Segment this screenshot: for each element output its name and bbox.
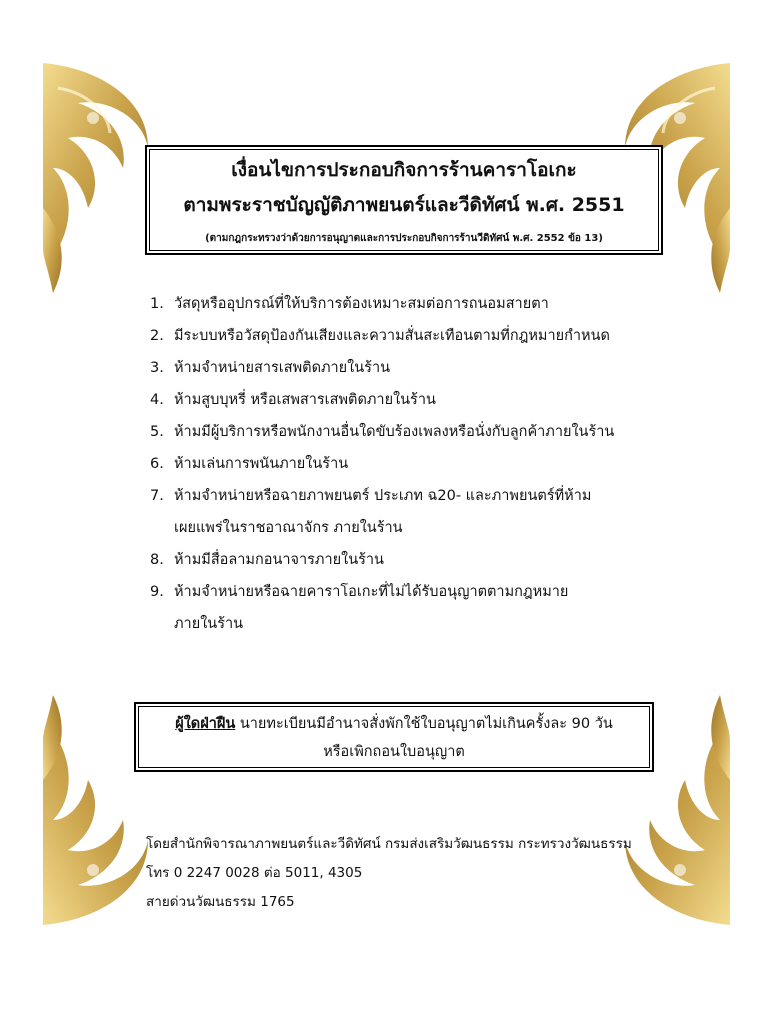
list-item: 3. ห้ามจำหน่ายสารเสพติดภายในร้าน xyxy=(150,360,391,376)
rules-list xyxy=(150,288,670,640)
list-item: 1. วัสดุหรืออุปกรณ์ที่ให้บริการต้องเหมาะสมต่อการถนอมสายตา xyxy=(150,296,549,312)
penalty-line-2: หรือเพิกถอนใบอนุญาต xyxy=(323,744,465,760)
title-box xyxy=(145,145,663,255)
footer-agency: โดยสำนักพิจารณาภาพยนตร์และวีดิทัศน์ กรมส่งเสริมวัฒนธรรม กระทรวงวัฒนธรรม xyxy=(146,836,632,852)
regulation-reference: (ตามกฎกระทรวงว่าด้วยการอนุญาตและการประกอบกิจการร้านวีดิทัศน์ พ.ศ. 2552 ข้อ 13) xyxy=(205,233,603,244)
footer-hotline: สายด่วนวัฒนธรรม 1765 xyxy=(146,894,295,910)
list-item: 5. ห้ามมีผู้บริการหรือพนักงานอื่นใดขับร้องเพลงหรือนั่งกับลูกค้าภายในร้าน xyxy=(150,424,615,440)
gold-ornament-top-left xyxy=(38,58,158,298)
list-item: 9. ห้ามจำหน่ายหรือฉายคาราโอเกะที่ไม่ได้รับอนุญาตตามกฎหมาย ภายในร้าน xyxy=(150,576,670,640)
list-item-continuation: เผยแพร่ในราชอาณาจักร ภายในร้าน xyxy=(174,520,403,536)
list-item-continuation: ภายในร้าน xyxy=(174,616,244,632)
list-item: 6. ห้ามเล่นการพนันภายในร้าน xyxy=(150,456,349,472)
footer-phone: โทร 0 2247 0028 ต่อ 5011, 4305 xyxy=(146,865,363,881)
list-item: 8. ห้ามมีสื่อลามกอนาจารภายในร้าน xyxy=(150,552,384,568)
page-title: เงื่อนไขการประกอบกิจการร้านคาราโอเกะ xyxy=(231,159,577,181)
list-item: 2. มีระบบหรือวัสดุป้องกันเสียงและความสั่นสะเทือนตามที่กฎหมายกำหนด xyxy=(150,328,610,344)
page-subtitle: ตามพระราชบัญญัติภาพยนตร์และวีดิทัศน์ พ.ศ. 2551 xyxy=(183,194,625,216)
penalty-box xyxy=(134,702,654,772)
penalty-lead: ผู้ใดฝ่าฝืน xyxy=(175,716,236,732)
footer xyxy=(146,830,666,917)
list-item: 4. ห้ามสูบบุหรี่ หรือเสพสารเสพติดภายในร้าน xyxy=(150,392,436,408)
list-item: 7. ห้ามจำหน่ายหรือฉายภาพยนตร์ ประเภท ฉ20- และภาพยนตร์ที่ห้าม เผยแพร่ในราชอาณาจักร ภายในร้าน xyxy=(150,480,670,544)
penalty-line-1: ผู้ใดฝ่าฝืน นายทะเบียนมีอำนาจสั่งพักใช้ใบอนุญาตไม่เกินครั้งละ 90 วัน xyxy=(175,716,613,732)
